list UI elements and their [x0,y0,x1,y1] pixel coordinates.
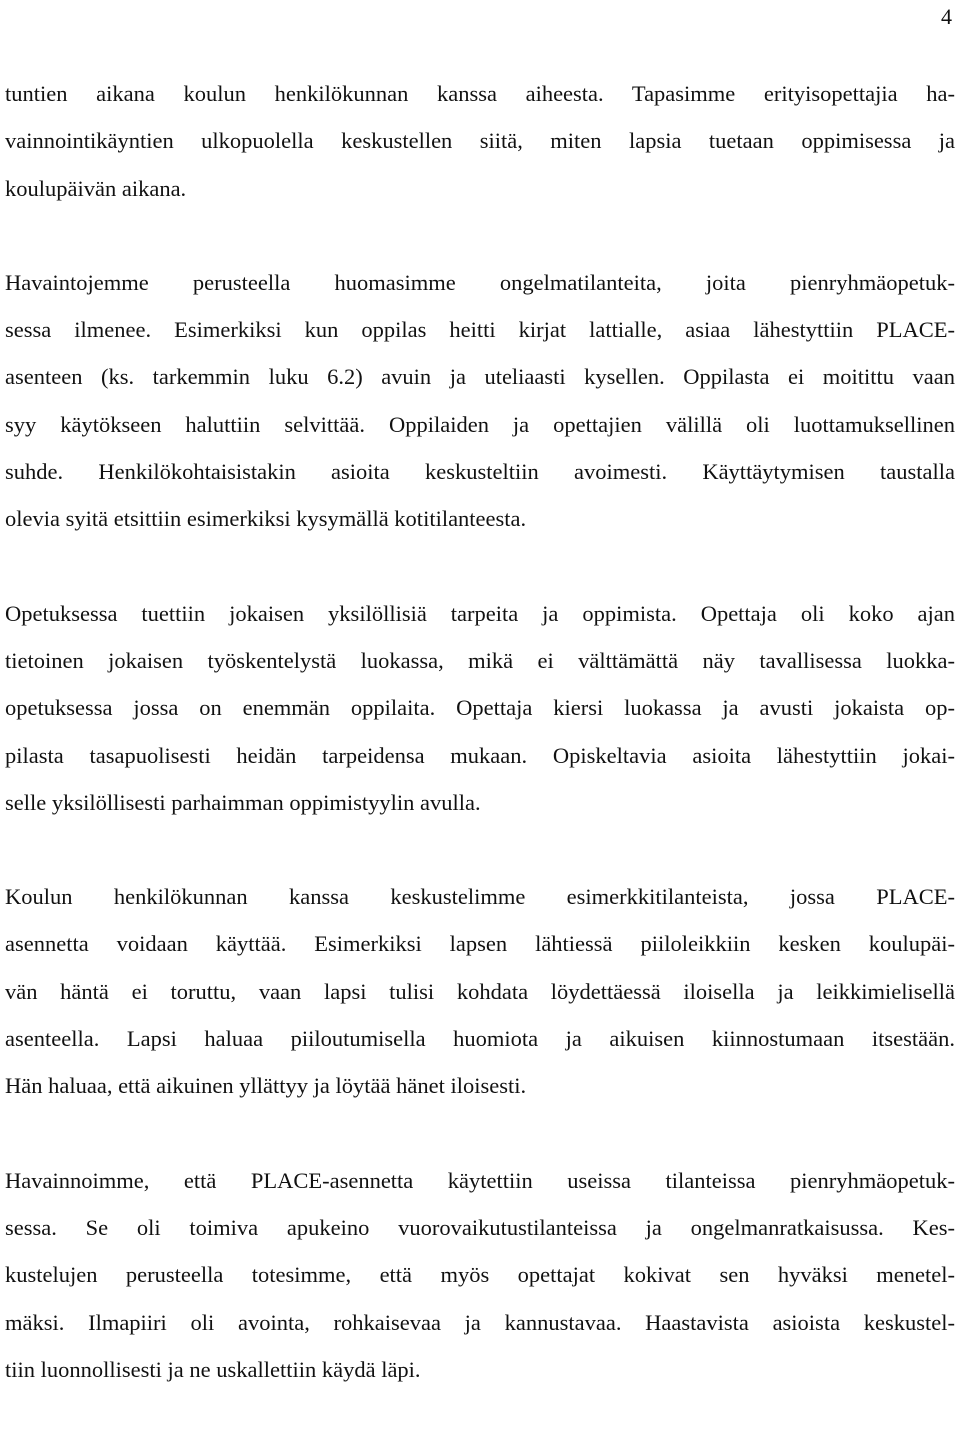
text-line: vainnointikäyntien ulkopuolella keskustellen siitä, miten lapsia tuetaan oppimisessa ja [5,128,955,154]
text-line: Koulun henkilökunnan kanssa keskustelimme esimerkkitilanteista, jossa PLACE- [5,884,955,910]
text-line: Havainnoimme, että PLACE-asennetta käytettiin useissa tilanteissa pienryhmäopetuk- [5,1167,955,1193]
text-line: asenteen (ks. tarkemmin luku 6.2) avuin ja uteliaasti kysellen. Oppilasta ei moitittu vaan [5,364,955,390]
text-line: Hän haluaa, että aikuinen yllättyy ja löytää hänet iloisesti. [5,1073,527,1099]
text-line: sessa. Se oli toimiva apukeino vuorovaikutustilanteissa ja ongelmanratkaisussa. Kes- [5,1214,955,1240]
paragraph-4 [5,873,955,1109]
text-line: opetuksessa jossa on enemmän oppilaita. Opettaja kiersi luokassa ja avusti jokaista op- [5,695,955,721]
text-line: sessa ilmenee. Esimerkiksi kun oppilas heitti kirjat lattialle, asiaa lähestyttiin PLACE- [5,317,955,343]
paragraph-3 [5,590,955,826]
paragraph-5 [5,1157,955,1393]
text-line: Havaintojemme perusteella huomasimme ongelmatilanteita, joita pienryhmäopetuk- [5,269,955,295]
text-line: koulupäivän aikana. [5,175,187,201]
text-line: suhde. Henkilökohtaisistakin asioita keskusteltiin avoimesti. Käyttäytymisen taustalla [5,459,955,485]
text-line: tietoinen jokaisen työskentelystä luokassa, mikä ei välttämättä näy tavallisessa luokka- [5,647,955,673]
document-body [5,70,955,1440]
text-line: pilasta tasapuolisesti heidän tarpeidensa mukaan. Opiskeltavia asioita lähestyttiin jokai- [5,742,955,768]
text-line: selle yksilöllisesti parhaimman oppimistyylin avulla. [5,789,481,815]
text-line: mäksi. Ilmapiiri oli avointa, rohkaisevaa ja kannustavaa. Haastavista asioista keskustel- [5,1309,955,1335]
page-number: 4 [941,4,952,29]
text-line: vän häntä ei toruttu, vaan lapsi tulisi kohdata löydettäessä iloisella ja leikkimielisellä [5,978,955,1004]
text-line: Opetuksessa tuettiin jokaisen yksilöllisiä tarpeita ja oppimista. Opettaja oli koko ajan [5,600,955,626]
text-line: asenteella. Lapsi haluaa piiloutumisella huomiota ja aikuisen kiinnostumaan itsestään. [5,1026,955,1052]
paragraph-2 [5,259,955,543]
text-line: olevia syitä etsittiin esimerkiksi kysymällä kotitilanteesta. [5,506,527,532]
text-line: syy käytökseen haluttiin selvittää. Oppilaiden ja opettajien välillä oli luottamuksellinen [5,411,955,437]
text-line: kustelujen perusteella totesimme, että myös opettajat kokivat sen hyväksi menetel- [5,1262,955,1288]
text-line: tiin luonnollisesti ja ne uskallettiin käydä läpi. [5,1356,421,1382]
text-line: tuntien aikana koulun henkilökunnan kanssa aiheesta. Tapasimme erityisopettajia ha- [5,81,955,106]
text-line: asennetta voidaan käyttää. Esimerkiksi lapsen lähtiessä piiloleikkiin kesken koulupäi- [5,931,955,957]
paragraph-1 [5,70,955,212]
